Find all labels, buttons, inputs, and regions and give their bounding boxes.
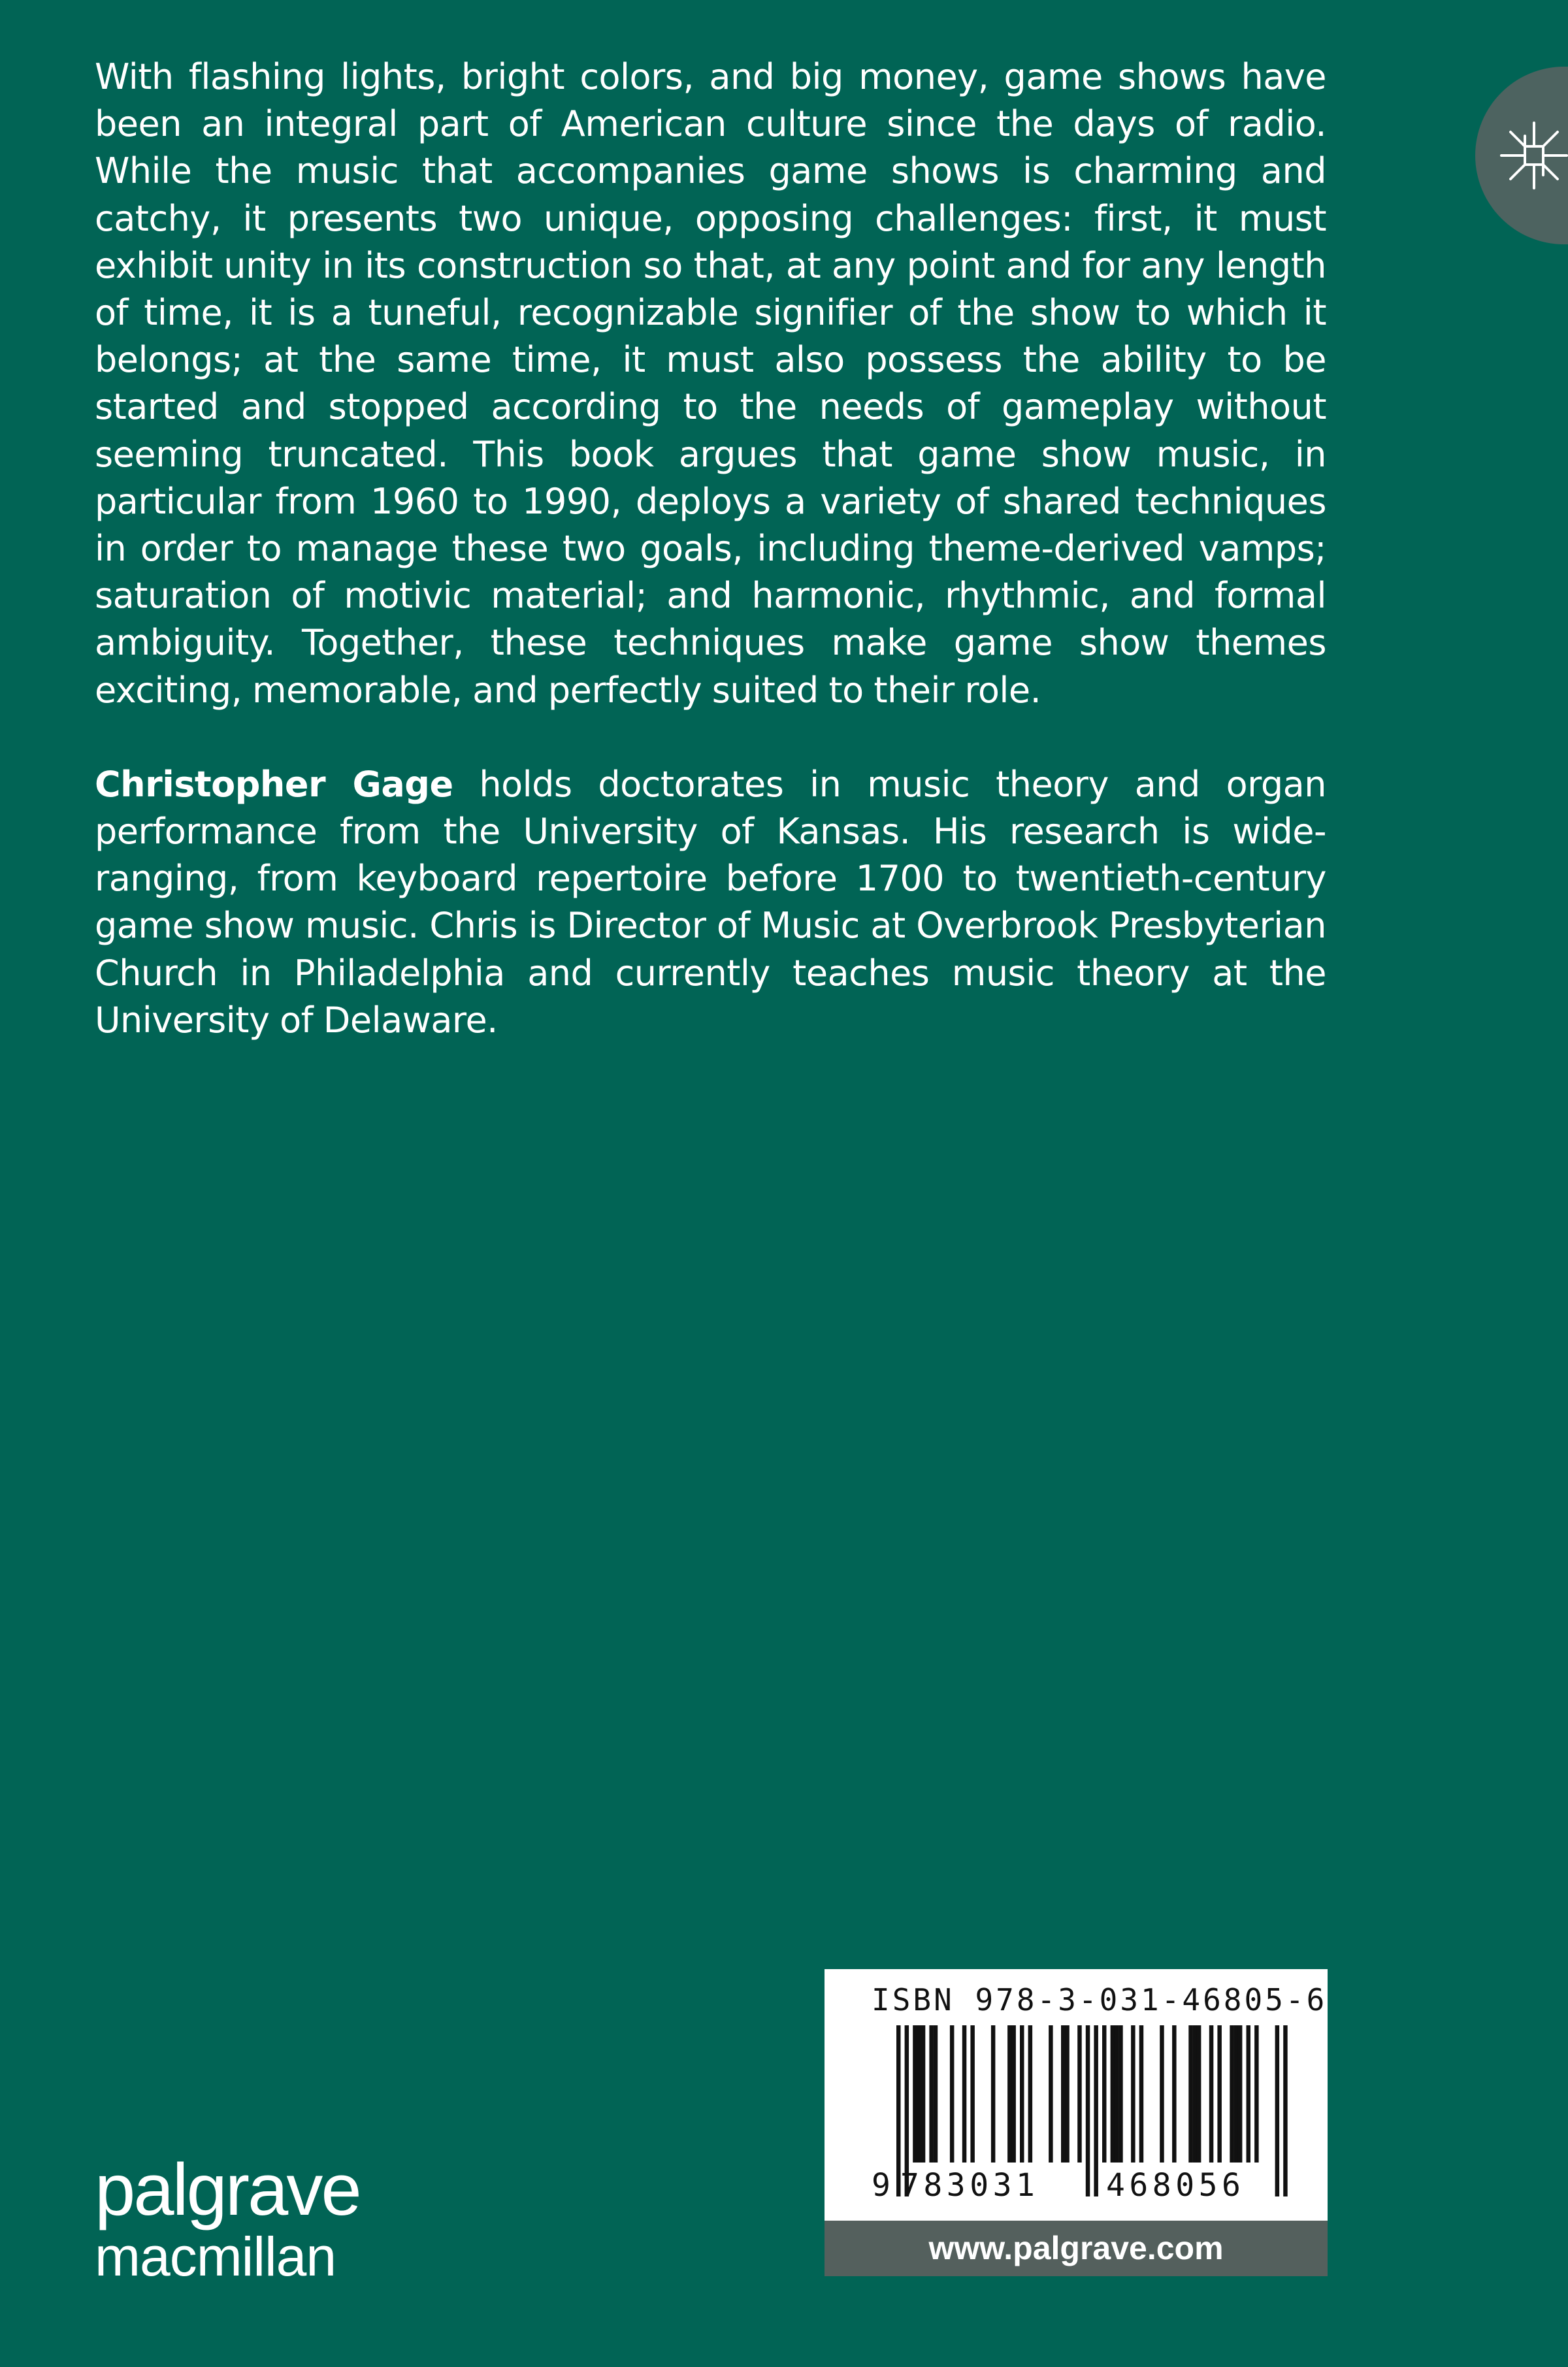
author-biography xyxy=(95,761,1326,1044)
barcode-bar xyxy=(991,2025,996,2163)
barcode-bar xyxy=(970,2025,975,2163)
barcode-bar xyxy=(913,2025,917,2163)
barcode-bar xyxy=(1049,2025,1053,2163)
barcode-bar xyxy=(1115,2025,1119,2163)
barcode-digits-left: 783031 xyxy=(900,2167,1039,2204)
author-bio-text: holds doctorates in music theory and organ performance from the University of Kansas. His research is wide-ranging, from keyboard repertoire before 1700 to twentieth-century game show music. Chris is Director of Music at Overbrook Presbyterian Church in Philadelphia and currently teaches music theory at the University of Delaware. xyxy=(95,763,1326,1041)
barcode-bar xyxy=(1131,2025,1135,2163)
barcode-bar xyxy=(1061,2025,1066,2163)
barcode-bar xyxy=(921,2025,926,2163)
barcode-bar xyxy=(1077,2025,1082,2163)
publisher-emblem-tab xyxy=(1475,67,1568,244)
barcode-bar xyxy=(1247,2025,1251,2163)
barcode-bar xyxy=(962,2025,967,2163)
barcode-bar xyxy=(1197,2025,1201,2163)
blurb-section xyxy=(95,54,1326,1044)
barcode-bar xyxy=(1234,2025,1239,2163)
author-name: Christopher Gage xyxy=(95,763,453,805)
publisher-website: www.palgrave.com xyxy=(825,2221,1328,2276)
barcode-bar xyxy=(1119,2025,1123,2163)
isbn-barcode-box xyxy=(825,1969,1328,2276)
isbn-label: ISBN 978-3-031-46805-6 xyxy=(872,1982,1328,2017)
barcode-bar xyxy=(1065,2025,1070,2163)
barcode-bar xyxy=(1238,2025,1243,2163)
barcode-bar xyxy=(1020,2025,1024,2163)
barcode-bar xyxy=(917,2025,922,2163)
barcode-bar xyxy=(1172,2025,1177,2163)
barcode-bar xyxy=(1193,2025,1198,2163)
barcode-digits-right: 468056 xyxy=(1106,2167,1245,2204)
barcode-digit-first: 9 xyxy=(872,2167,890,2204)
barcode-bar xyxy=(1028,2025,1033,2163)
barcode-bar xyxy=(1011,2025,1016,2163)
barcode-bar xyxy=(1160,2025,1164,2163)
palgrave-star-icon xyxy=(1499,120,1568,191)
publisher-logo xyxy=(95,2149,360,2287)
barcode-bar xyxy=(1230,2025,1234,2163)
barcode-bar xyxy=(1254,2025,1259,2163)
barcode-bar xyxy=(1111,2025,1115,2163)
barcode-bar xyxy=(1139,2025,1144,2163)
logo-macmillan: macmillan xyxy=(95,2226,336,2287)
barcode-bar xyxy=(950,2025,955,2163)
barcode-bar xyxy=(1007,2025,1012,2163)
barcode-bar xyxy=(1217,2025,1222,2163)
barcode-bar xyxy=(1102,2025,1107,2163)
barcode-bar xyxy=(934,2025,938,2163)
logo-palgrave: palgrave xyxy=(95,2149,360,2230)
barcode-bar xyxy=(1209,2025,1214,2163)
barcode-digits xyxy=(825,2167,1328,2206)
book-description: With flashing lights, bright colors, and big money, game shows have been an integral part of American culture since the days of radio. While the music that accompanies game shows is charming and catchy, it presents two unique, opposing challenges: first, it must exhibit unity in its construction so that, at any point and for any length of time, it is a tuneful, recognizable signifier of the show to which it belongs; at the same time, it must also possess the ability to be started and stopped according to the needs of gameplay without seeming truncated. This book argues that game show music, in particular from 1960 to 1990, deploys a variety of shared techniques in order to manage these two goals, including theme-derived vamps; saturation of motivic material; and harmonic, rhythmic, and formal ambiguity. Together, these techniques make game show themes exciting, memorable, and perfectly suited to their role. xyxy=(95,56,1326,711)
barcode-bar xyxy=(1188,2025,1193,2163)
barcode-bar xyxy=(929,2025,934,2163)
